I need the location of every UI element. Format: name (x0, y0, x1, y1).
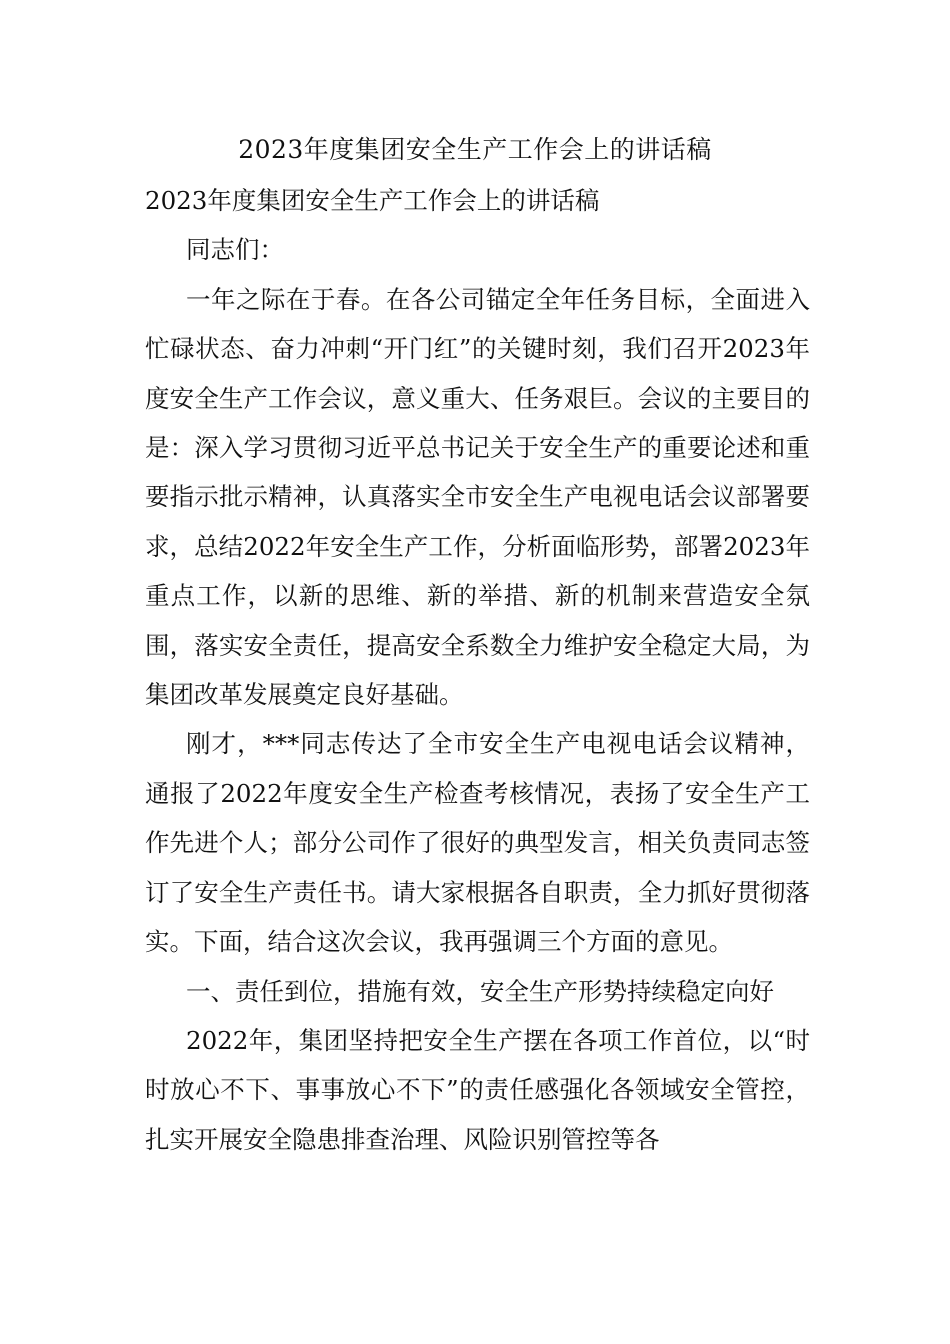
salutation: 同志们： (186, 235, 284, 265)
paragraph-1: 一年之际在于春。在各公司锚定全年任务目标，全面进入忙碌状态、奋力冲刺“开门红”的关键时刻，我们召开2023年度安全生产工作会议，意义重大、任务艰巨。会议的主要目的是：深入学习贯彻习近平总书记关于安全生产的重要论述和重要指示批示精神，认真落实全市安全生产电视电话会议部署要求，总结2022年安全生产工作，分析面临形势，部署2023年重点工作，以新的思维、新的举措、新的机制来营造安全氛围，落实安全责任，提高安全系数全力维护安全稳定大局，为集团改革发展奠定良好基础。 (145, 284, 810, 710)
document-subtitle: 2023年度集团安全生产工作会上的讲话稿 (145, 186, 600, 215)
section-paragraph: 2022年，集团坚持把安全生产摆在各项工作首位，以“时时放心不下、事事放心不下”的责任感强化各领域安全管控，扎实开展安全隐患排查治理、风险识别管控等各 (145, 1025, 810, 1154)
paragraph-2: 刚才，***同志传达了全市安全生产电视电话会议精神，通报了2022年度安全生产检查考核情况，表扬了安全生产工作先进个人；部分公司作了很好的典型发言，相关负责同志签订了安全生产责任书。请大家根据各自职责，全力抓好贯彻落实。下面，结合这次会议，我再强调三个方面的意见。 (145, 729, 810, 957)
document-title: 2023年度集团安全生产工作会上的讲话稿 (238, 135, 712, 164)
section-heading: 一、责任到位，措施有效，安全生产形势持续稳定向好 (186, 976, 774, 1006)
document-body (145, 176, 810, 1164)
